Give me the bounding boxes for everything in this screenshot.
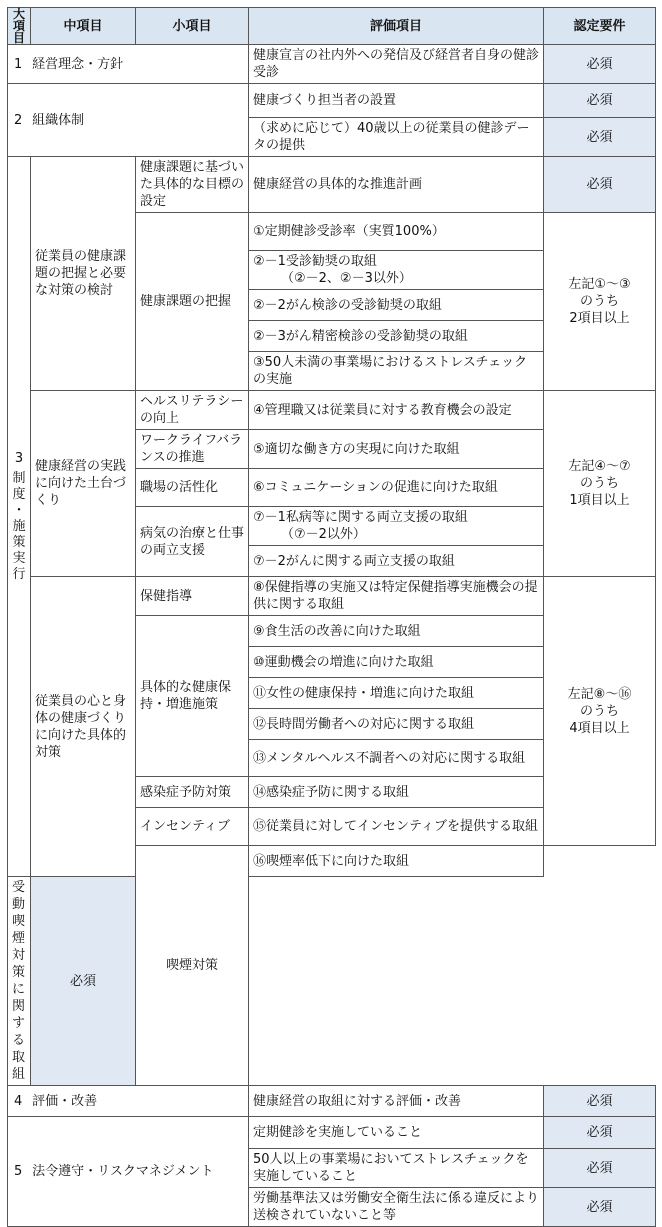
eval-item: ①定期健診受診率（実質100%） [249,213,544,251]
requirement-must: 必須 [544,1086,656,1117]
eval-item: ⑥コミュニケーションの促進に向けた取組 [249,469,544,507]
requirement-must: 必須 [544,157,656,213]
table-row [8,84,656,118]
category-4: 4 評価・改善 [8,1086,249,1117]
sub-item: 感染症予防対策 [136,777,249,808]
sub-item: 病気の治療と仕事の両立支援 [136,507,249,577]
table-row [8,577,656,616]
eval-item: 健康経営の具体的な推進計画 [249,157,544,213]
eval-item: ④管理職又は従業員に対する教育機会の設定 [249,391,544,430]
eval-item: 受動喫煙対策に関する取組 [8,877,31,1086]
eval-item: ⑦－1私病等に関する両立支援の取組 （⑦－2以外） [249,507,544,546]
mid-item-g1: 従業員の健康課題の把握と必要な対策の検討 [31,157,136,391]
category-3-char: 策 [12,535,26,550]
header-chukoumoku: 中項目 [31,8,136,45]
eval-item: 健康宣言の社内外への発信及び経営者自身の健診受診 [249,45,544,84]
sub-item: ヘルスリテラシーの向上 [136,391,249,430]
category-3-char: 行 [12,567,26,582]
requirement-g3: 左記⑧～⑯ のうち 4項目以上 [544,577,656,846]
header-hyoka: 評価項目 [249,8,544,45]
eval-item: 健康づくり担当者の設置 [249,84,544,118]
category-3-char: 施 [12,519,26,534]
eval-item: ⑯喫煙率低下に向けた取組 [249,846,544,877]
eval-item: （求めに応じて）40歳以上の従業員の健診データの提供 [249,118,544,157]
certification-requirements-table-wrapper [7,7,656,1227]
sub-item: 喫煙対策 [136,846,249,1086]
eval-item: 定期健診を実施していること [249,1117,544,1149]
header-daikoumoku: 大項目 [8,8,31,45]
mid-item-g2: 健康経営の実践に向けた土台づくり [31,391,136,577]
eval-item: 労働基準法又は労働安全衛生法に係る違反により送検されていないこと等 [249,1188,544,1227]
category-3-char: ・ [12,503,26,518]
requirement-must: 必須 [31,877,136,1086]
eval-item: ③50人未満の事業場におけるストレスチェックの実施 [249,352,544,391]
table-row [8,1086,656,1117]
mid-item-g3: 従業員の心と身体の健康づくりに向けた具体的対策 [31,577,136,877]
header-shoukoumoku: 小項目 [136,8,249,45]
eval-item: ②－1受診勧奨の取組 （②－2、②－3以外） [249,251,544,290]
eval-item: ⑩運動機会の増進に向けた取組 [249,647,544,678]
eval-item: ⑭感染症予防に関する取組 [249,777,544,808]
eval-item: ⑮従業員に対してインセンティブを提供する取組 [249,808,544,846]
table-row [8,45,656,84]
header-row [8,8,656,45]
sub-item: インセンティブ [136,808,249,846]
category-5-label: 法令遵守・リスクマネジメント [32,1164,214,1179]
eval-item: ②－2がん検診の受診勧奨の取組 [249,290,544,321]
eval-item: ⑬メンタルヘルス不調者への対応に関する取組 [249,740,544,777]
requirement-g2: 左記④～⑦ のうち 1項目以上 [544,391,656,577]
table-row [8,157,656,213]
category-3-char: 度 [12,487,26,502]
sub-item: 健康課題に基づいた具体的な目標の設定 [136,157,249,213]
eval-item: 健康経営の取組に対する評価・改善 [249,1086,544,1117]
category-5: 5 法令遵守・リスクマネジメント [8,1117,249,1227]
requirement-must: 必須 [544,118,656,157]
requirement-must: 必須 [544,1149,656,1188]
eval-item: ⑨食生活の改善に向けた取組 [249,616,544,647]
category-3-char: 実 [12,551,26,566]
category-3: 3 制 度 ・ 施 策 実 行 [8,157,31,877]
sub-item: ワークライフバランスの推進 [136,430,249,469]
requirement-must: 必須 [544,45,656,84]
category-1-label: 経営理念・方針 [32,56,124,72]
category-4-label: 評価・改善 [32,1093,98,1109]
category-2-label: 組織体制 [32,112,85,128]
header-nintei: 認定要件 [544,8,656,45]
category-1: 1 経営理念・方針 [8,45,249,84]
requirement-must: 必須 [544,1117,656,1149]
category-3-char: 制 [12,471,26,486]
eval-item: ⑪女性の健康保持・増進に向けた取組 [249,678,544,709]
table-row [8,1117,656,1149]
category-2: 2 組織体制 [8,84,249,157]
requirement-must: 必須 [544,84,656,118]
sub-item: 職場の活性化 [136,469,249,507]
table-row [8,391,656,430]
eval-item: ⑧保健指導の実施又は特定保健指導実施機会の提供に関する取組 [249,577,544,616]
sub-item: 具体的な健康保持・増進施策 [136,616,249,777]
eval-item: ②－3がん精密検診の受診勧奨の取組 [249,321,544,352]
eval-item: 50人以上の事業場においてストレスチェックを実施していること [249,1149,544,1188]
sub-item: 健康課題の把握 [136,213,249,391]
eval-item: ⑦－2がんに関する両立支援の取組 [249,546,544,577]
sub-item: 保健指導 [136,577,249,616]
eval-item: ⑫長時間労働者への対応に関する取組 [249,709,544,740]
certification-requirements-table [7,7,656,1227]
table-row [8,877,656,1086]
requirement-g1: 左記①～③ のうち 2項目以上 [544,213,656,391]
requirement-must: 必須 [544,1188,656,1227]
eval-item: ⑤適切な働き方の実現に向けた取組 [249,430,544,469]
